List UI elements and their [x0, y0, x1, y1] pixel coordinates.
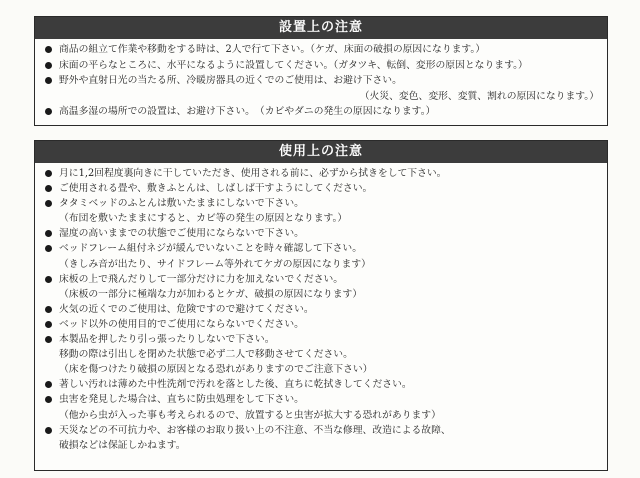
item-text: ベッド以外の使用目的でご使用にならないでください。	[59, 318, 304, 330]
item-text: 床板の上で飛んだりして一部分だけに力を加えないでください。	[59, 273, 344, 285]
list-item	[43, 104, 603, 120]
item-text: ご使用される畳や、敷きふとんは、しばしば干すようにしてください。	[59, 183, 373, 195]
list-item	[43, 241, 603, 271]
item-text-continued: （他から虫が入った事も考えられるので、放置すると虫害が拡大する恐れがあります）	[59, 409, 441, 421]
item-text: 天災などの不可抗力や、お客様のお取り扱い上の不注意、不当な修理、改造による故障、	[59, 424, 451, 436]
item-text: 商品の組立て作業や移動をする時は、2人で行て下さい。（ケガ、床面の破損の原因になります。）	[59, 44, 486, 55]
bullet-icon	[45, 276, 52, 283]
bullet-icon	[45, 185, 52, 192]
item-text: 月に1,2回程度裏向きに干していただき、使用される前に、必ずから拭きをして下さい。	[59, 168, 447, 179]
item-text: 湿度の高いままでの状態でご使用にならないで下さい。	[59, 228, 304, 240]
list-item	[43, 42, 603, 58]
bullet-icon	[45, 396, 52, 403]
list-item	[43, 226, 603, 241]
notes-list	[35, 163, 607, 453]
list-item	[43, 73, 603, 104]
installation-notes-section	[34, 16, 608, 126]
item-text-continued: （火災、変色、変形、変質、割れの原因になります。）	[359, 90, 599, 102]
list-item	[43, 58, 603, 74]
item-text-continued: （床を傷つけたり破損の原因となる恐れがありますのでご注意下さい）	[59, 364, 373, 376]
usage-notes-section	[34, 140, 608, 471]
bullet-icon	[45, 108, 52, 115]
bullet-icon	[45, 245, 52, 252]
list-item	[43, 166, 603, 181]
item-text: 火気の近くでのご使用は、危険ですので避けてください。	[59, 303, 314, 315]
list-item	[43, 317, 603, 332]
list-item	[43, 332, 603, 377]
list-item	[43, 181, 603, 196]
item-text-continued: 移動の際は引出しを閉めた状態で必ず二人で移動させてください。	[59, 349, 353, 361]
bullet-icon	[45, 200, 52, 207]
bullet-icon	[45, 62, 52, 69]
item-text: 床面の平らなところに、水平になるように設置してください。（ガタツキ、転倒、変形の原因となります。）	[59, 59, 528, 71]
bullet-icon	[45, 427, 52, 434]
item-text: 本製品を押したり引っ張ったりしないで下さい。	[59, 334, 275, 346]
bullet-icon	[45, 306, 52, 313]
list-item	[43, 423, 603, 453]
section-title: 使用上の注意	[35, 141, 607, 163]
section-title: 設置上の注意	[35, 17, 607, 39]
item-text: 著しい汚れは薄めた中性洗剤で汚れを落とした後、直ちに乾拭きしてください。	[59, 379, 412, 391]
bullet-icon	[45, 321, 52, 328]
item-text: 高温多湿の場所での設置は、お避け下さい。 （カビやダニの発生の原因になります。）	[59, 106, 436, 117]
list-item	[43, 302, 603, 317]
list-item	[43, 272, 603, 302]
bullet-icon	[45, 336, 52, 343]
item-text: 虫害を発見した場合は、直ちに防虫処理をして下さい。	[59, 394, 304, 406]
list-item	[43, 392, 603, 422]
item-text-continued: 破損などは保証しかねます。	[59, 439, 186, 451]
item-text: 野外や直射日光の当たる所、冷暖房器具の近くでのご使用は、お避け下さい。	[59, 75, 402, 86]
bullet-icon	[45, 381, 52, 388]
bullet-icon	[45, 46, 52, 53]
bullet-icon	[45, 77, 52, 84]
item-text: タタミベッドのふとんは敷いたままにしないで下さい。	[59, 198, 304, 210]
list-item	[43, 377, 603, 392]
list-item	[43, 196, 603, 226]
item-text-continued: （きしみ音が出たり、サイドフレーム等外れてケガの原因になります）	[59, 258, 371, 270]
bullet-icon	[45, 230, 52, 237]
item-text: ベッドフレーム組付ネジが緩んでいないことを時々確認して下さい。	[59, 243, 363, 255]
bullet-icon	[45, 170, 52, 177]
item-text-continued: （床板の一部分に極端な力が加わるとケガ、破損の原因になります）	[59, 288, 363, 300]
notes-list	[35, 39, 607, 120]
item-text-continued: （布団を敷いたままにすると、カビ等の発生の原因となります。）	[59, 213, 348, 225]
